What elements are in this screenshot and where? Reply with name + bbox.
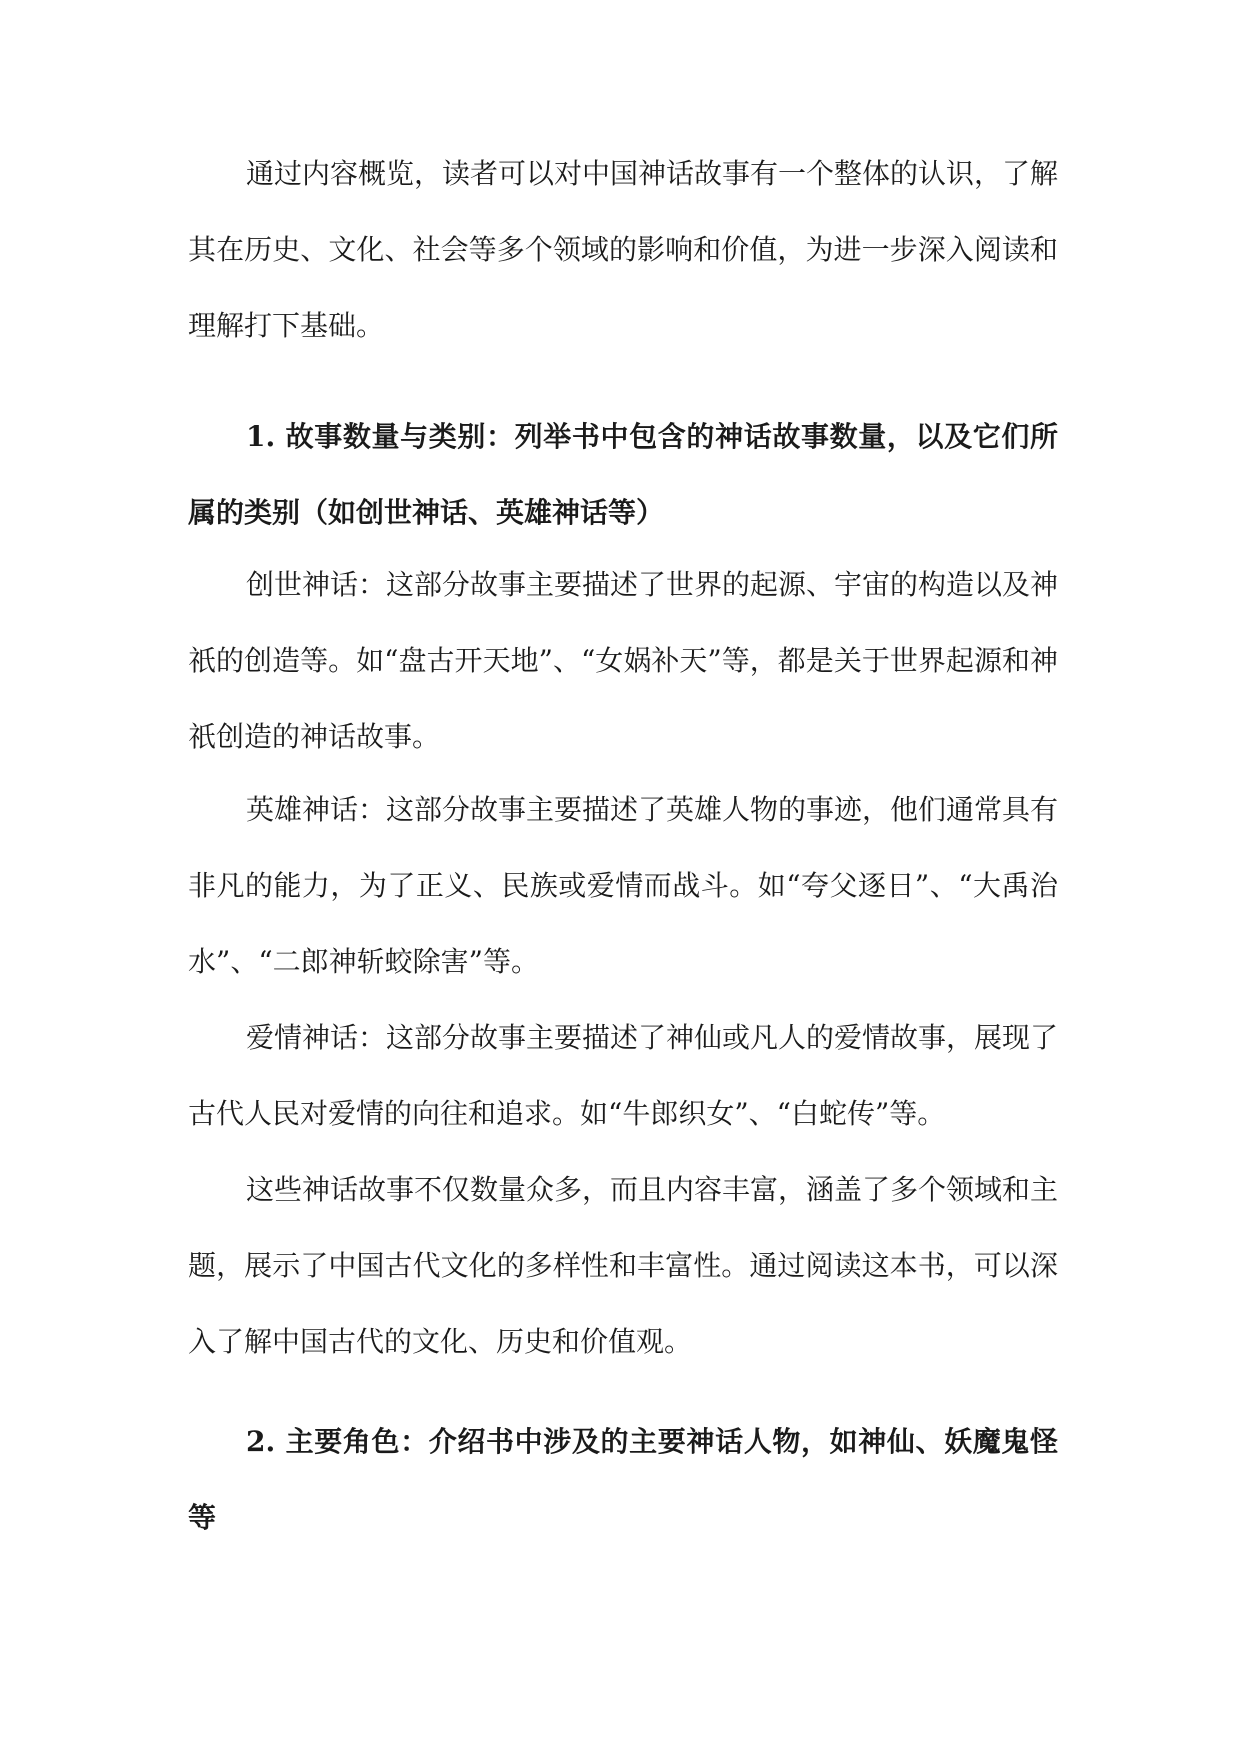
creation-myth-paragraph: 创世神话：这部分故事主要描述了世界的起源、宇宙的构造以及神祇的创造等。如“盘古开天地”、“女娲补天”等，都是关于世界起源和神祇创造的神话故事。 (188, 568, 1059, 753)
section-1-heading: 1. 故事数量与类别：列举书中包含的神话故事数量，以及它们所属的类别（如创世神话、英雄神话等） (188, 420, 1058, 529)
intro-paragraph: 通过内容概览，读者可以对中国神话故事有一个整体的认识，了解其在历史、文化、社会等多个领域的影响和价值，为进一步深入阅读和理解打下基础。 (188, 157, 1059, 342)
summary-paragraph: 这些神话故事不仅数量众多，而且内容丰富，涵盖了多个领域和主题，展示了中国古代文化的多样性和丰富性。通过阅读这本书，可以深入了解中国古代的文化、历史和价值观。 (188, 1173, 1059, 1358)
hero-myth-paragraph: 英雄神话：这部分故事主要描述了英雄人物的事迹，他们通常具有非凡的能力，为了正义、民族或爱情而战斗。如“夸父逐日”、“大禹治水”、“二郎神斩蛟除害”等。 (188, 793, 1059, 978)
love-myth-paragraph: 爱情神话：这部分故事主要描述了神仙或凡人的爱情故事，展现了古代人民对爱情的向往和追求。如“牛郎织女”、“白蛇传”等。 (188, 1021, 1059, 1130)
section-2-heading: 2. 主要角色：介绍书中涉及的主要神话人物，如神仙、妖魔鬼怪等 (188, 1425, 1058, 1534)
